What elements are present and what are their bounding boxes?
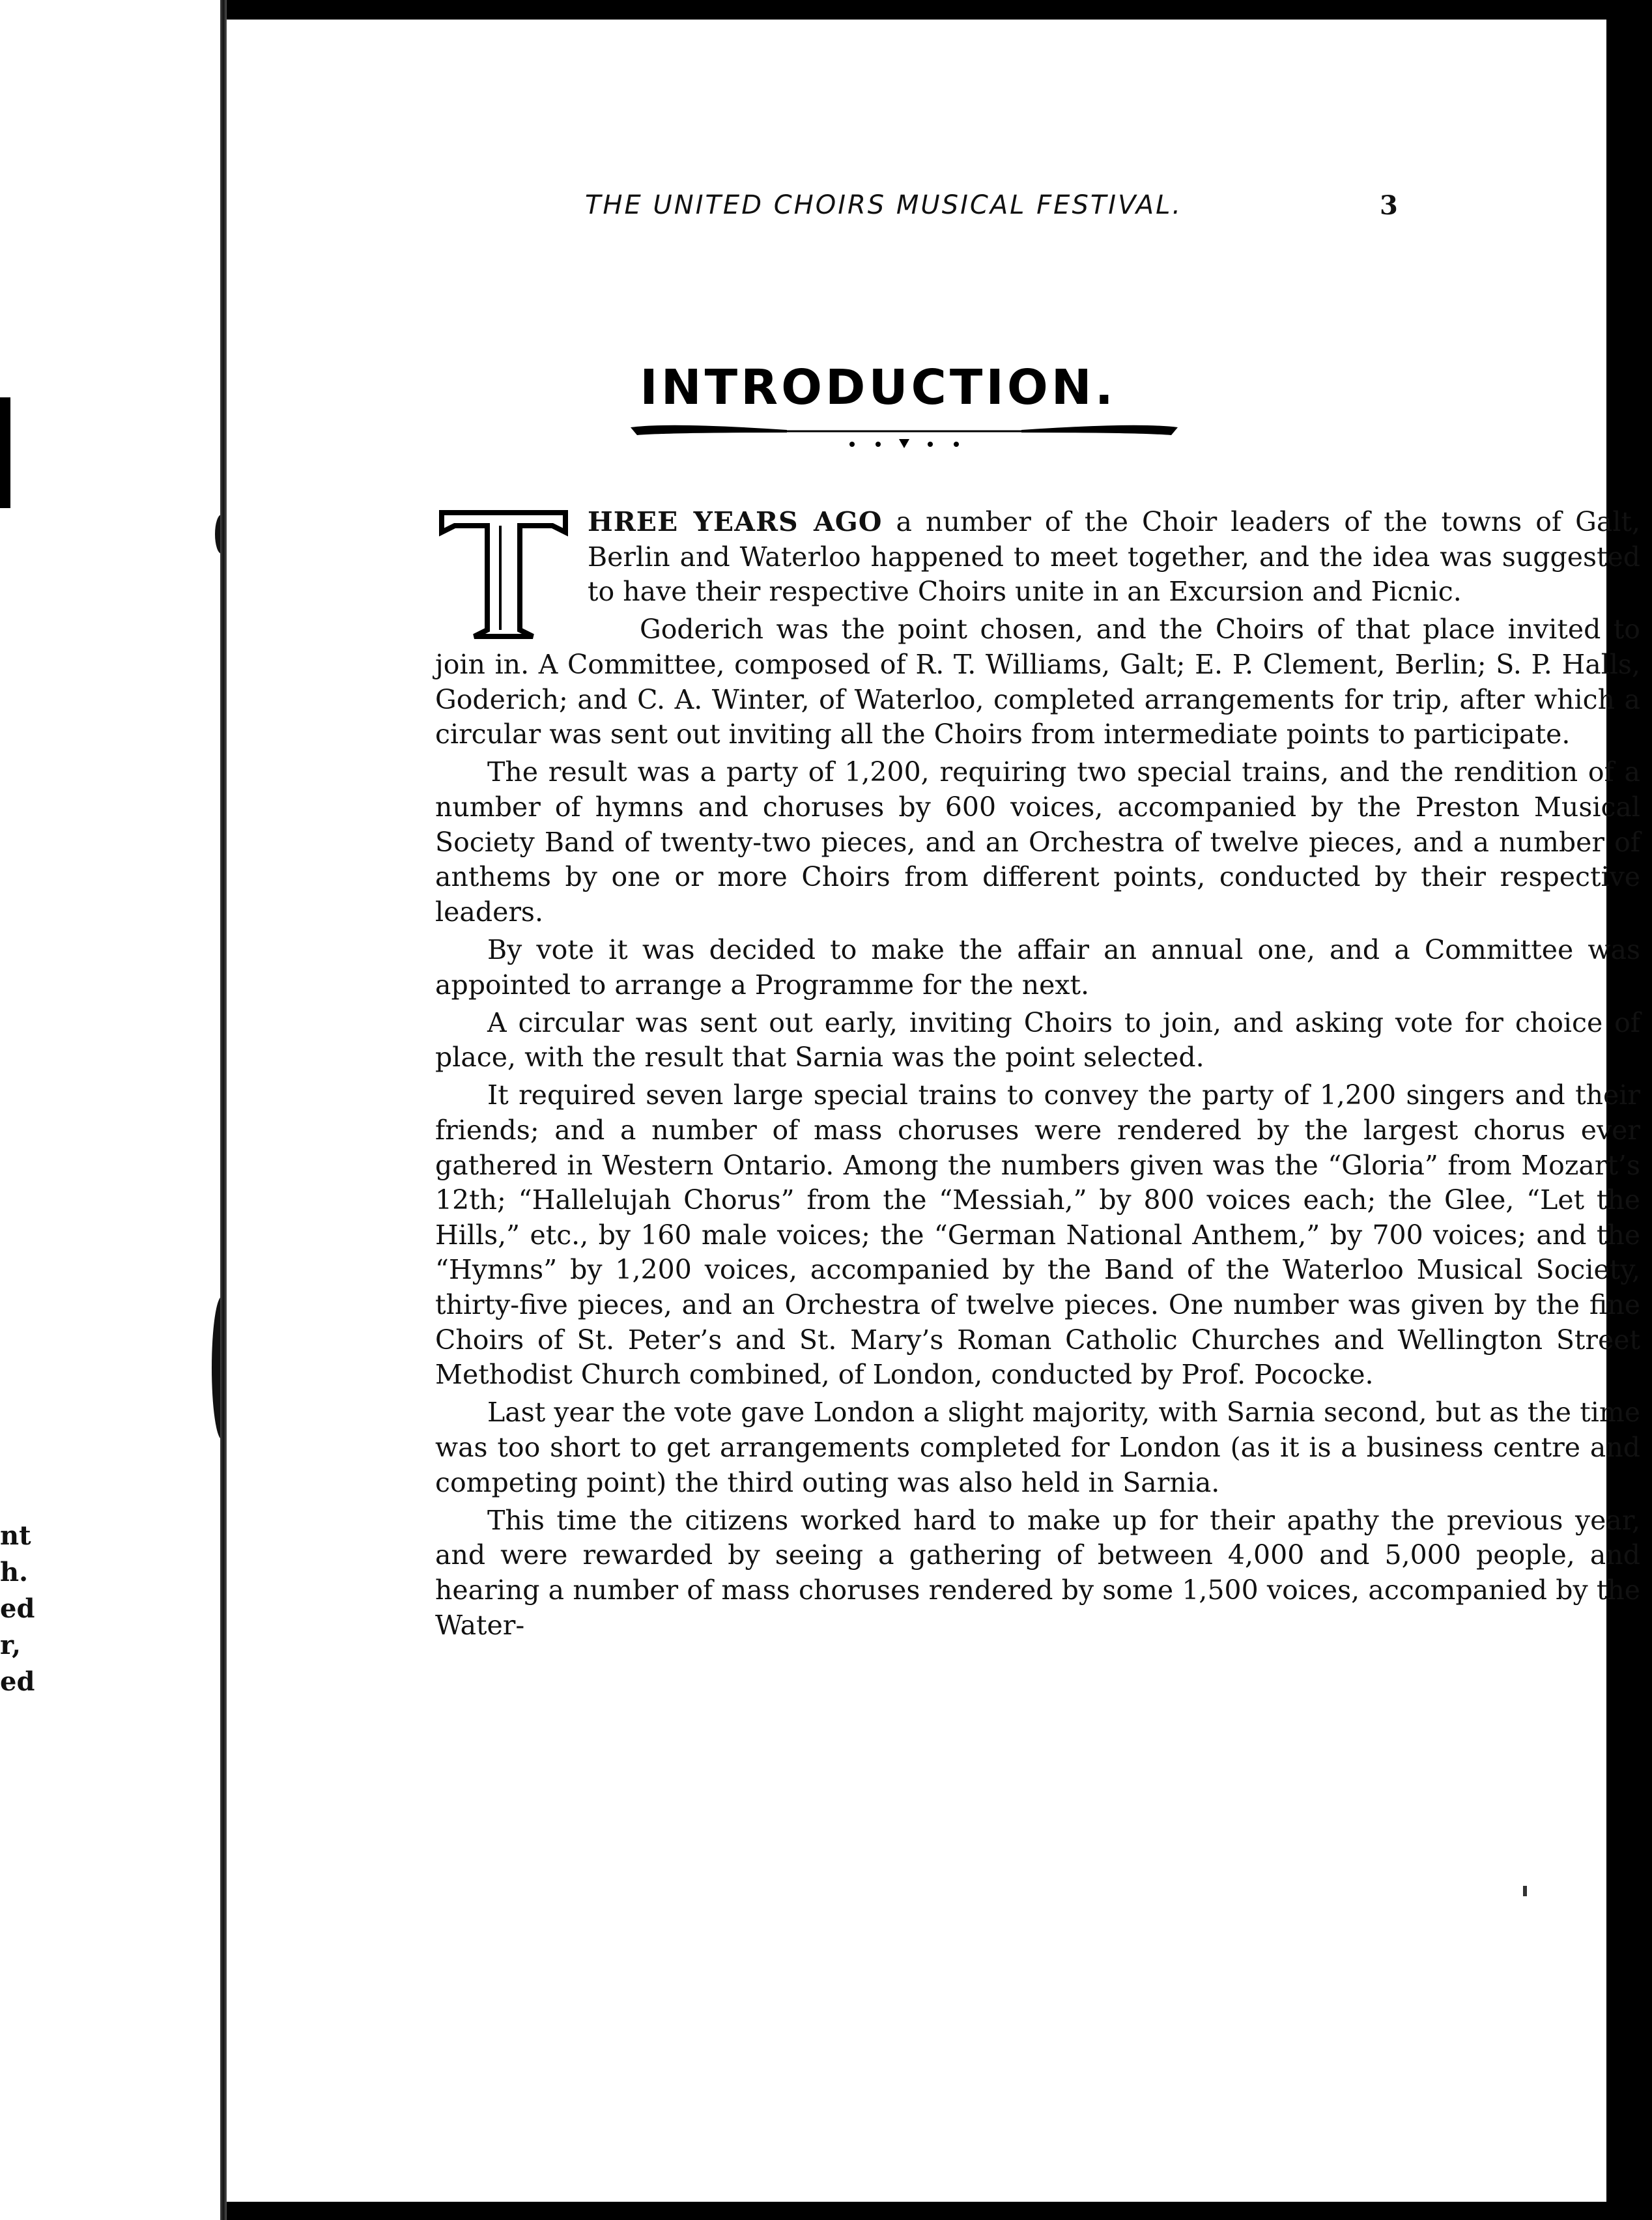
- fragment-line: h.: [0, 1557, 29, 1587]
- document-page: [227, 20, 1640, 2202]
- fragment-line: nt: [0, 1520, 31, 1551]
- paragraph: It required seven large special trains to convey the party of 1,200 singers and their friends; and a number of mass choruses were rendered by the largest chorus ever gathered in Western Ontario. Among the numbers given was the “Gloria” from Mozart’s 12th; “Hallelujah Chorus” from the “Messiah,” by 800 voices each; the Glee, “Let the Hills,” etc., by 160 male voices; the “German National Anthem,” by 700 voices; and the “Hymns” by 1,200 voices, accompanied by the Band of the Waterloo Musical Society, thirty-five pieces, and an Orchestra of twelve pieces. One number was given by the fine Choirs of St. Peter’s and St. Mary’s Roman Catholic Churches and Wellington Street Methodist Church combined, of London, conducted by Prof. Pococke.: [435, 1079, 1640, 1391]
- facing-page: [0, 0, 221, 2220]
- paragraph: [435, 505, 1640, 610]
- paragraph: By vote it was decided to make the affair an annual one, and a Committee was appointed to arrange a Programme for the next.: [435, 933, 1640, 1001]
- title-ornament: [631, 418, 1178, 457]
- page-tab-mark: [0, 397, 10, 508]
- lead-in: HREE YEARS AGO: [588, 506, 883, 537]
- book-gutter: [220, 0, 227, 2220]
- paragraph-text: a number of the Choir leaders of the towns of Galt, Berlin and Waterloo happened to meet together, and the idea was suggested to have their respective Choirs unite in an Excursion and Picnic.: [588, 506, 1640, 608]
- section-title: INTRODUCTION.: [640, 360, 1117, 416]
- paragraph: Goderich was the point chosen, and the Choirs of that place invited to join in. A Committee, composed of R. T. Williams, Galt; E. P. Clement, Berlin; S. P. Halls, Goderich; and C. A. Winter, of Waterloo, completed arrangements for trip, after which a circular was sent out inviting all the Choirs from intermediate points to participate.: [435, 614, 1640, 750]
- facing-page-text: [0, 1518, 39, 1700]
- paragraph: This time the citizens worked hard to make up for their apathy the previous year, and were rewarded by seeing a gathering of between 4,000 and 5,000 people, and hearing a number of mass choruses rendered by some 1,500 voices, accompanied by the Water-: [435, 1504, 1640, 1641]
- fragment-line: ed: [0, 1666, 35, 1697]
- scan-speck: [1523, 1886, 1527, 1896]
- fragment-line: r,: [0, 1630, 21, 1660]
- paragraph: Last year the vote gave London a slight majority, with Sarnia second, but as the time was too short to get arrangements completed for London (as it is a business centre and competing point) the third outing was also held in Sarnia.: [435, 1397, 1640, 1498]
- dropcap-t-icon: [435, 506, 572, 643]
- paragraph: The result was a party of 1,200, requiring two special trains, and the rendition of a number of hymns and choruses by 600 voices, accompanied by the Preston Musical Society Band of twenty-two pieces, and an Orchestra of twelve pieces, and a number of anthems by one or more Choirs from different points, conducted by their respective leaders.: [435, 756, 1640, 928]
- page-number: 3: [1380, 190, 1398, 221]
- running-header: THE UNITED CHOIRS MUSICAL FESTIVAL.: [585, 190, 1183, 220]
- fragment-line: ed: [0, 1593, 35, 1624]
- body-text: [435, 505, 1640, 1646]
- paragraph: A circular was sent out early, inviting Choirs to join, and asking vote for choice of place, with the result that Sarnia was the point selected.: [435, 1006, 1640, 1074]
